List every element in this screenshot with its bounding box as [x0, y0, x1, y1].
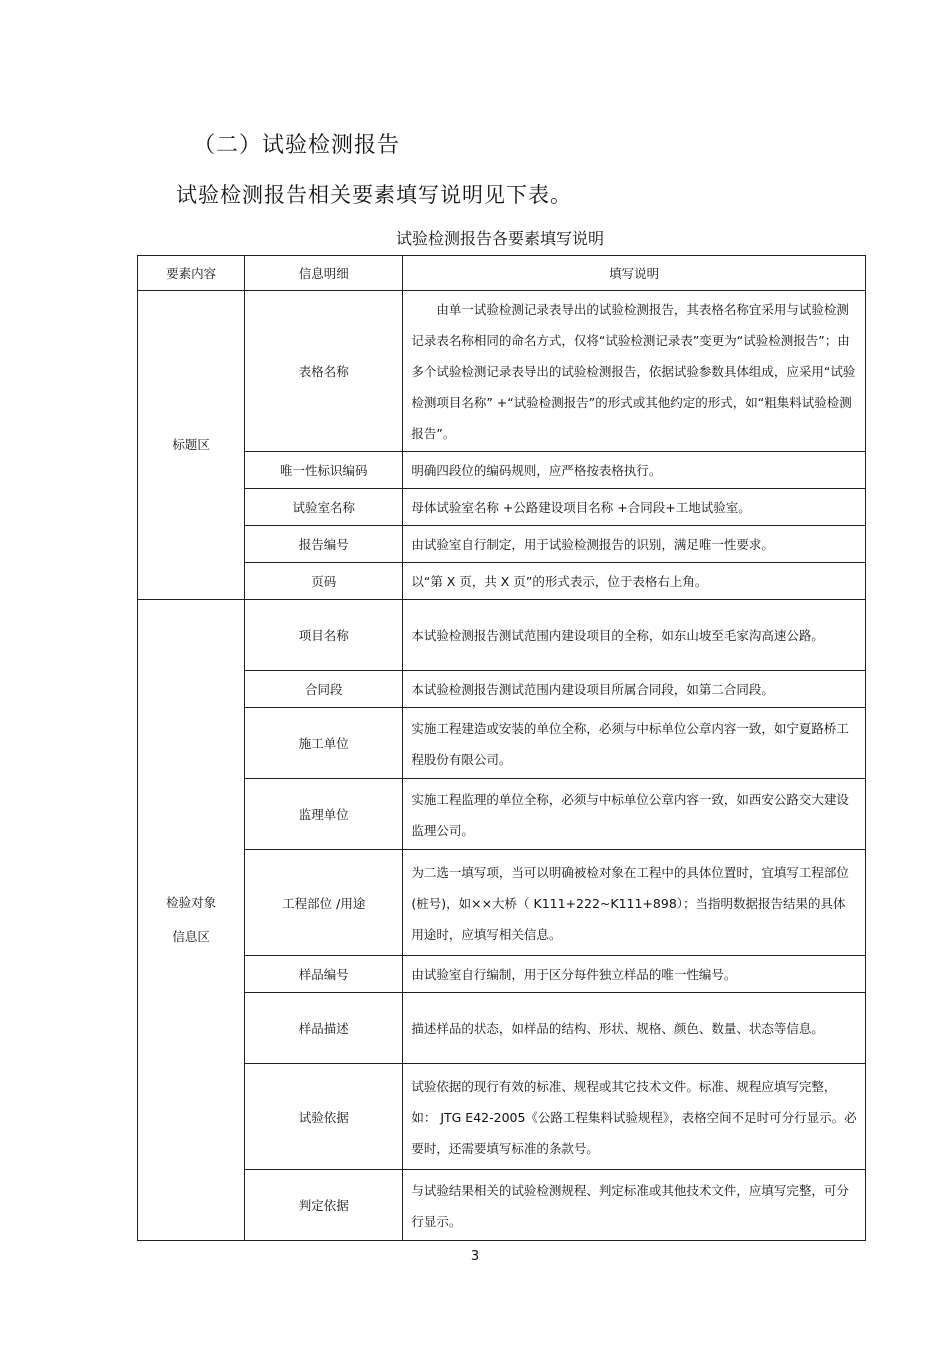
header-cell: 填写说明 [403, 256, 866, 291]
description-cell: 实施工程建造或安装的单位全称，必须与中标单位公章内容一致，如宁夏路桥工程股份有限公司。 [403, 708, 866, 779]
item-cell: 报告编号 [245, 526, 403, 563]
table-row [138, 1064, 866, 1170]
description-cell: 以“第 X 页，共 X 页”的形式表示，位于表格右上角。 [403, 563, 866, 600]
item-cell: 项目名称 [245, 600, 403, 671]
item-cell: 样品编号 [245, 956, 403, 993]
table-row [138, 993, 866, 1064]
table-row [138, 671, 866, 708]
description-cell: 明确四段位的编码规则，应严格按表格执行。 [403, 452, 866, 489]
description-cell: 本试验检测报告测试范围内建设项目的全称，如东山坡至毛家沟高速公路。 [403, 600, 866, 671]
item-cell: 表格名称 [245, 291, 403, 452]
item-cell: 唯一性标识编码 [245, 452, 403, 489]
item-cell: 试验依据 [245, 1064, 403, 1170]
description-cell: 由单一试验检测记录表导出的试验检测报告，其表格名称宜采用与试验检测记录表名称相同的命名方式，仅将“试验检测记录表”变更为“试验检测报告”；由多个试验检测记录表导出的试验检测报告，依据试验参数具体组成，应采用“试验检测项目名称” +“试验检测报告”的形式或其他约定的形式，如“粗集料试验检测报告”。 [403, 291, 866, 452]
page-number: 3 [470, 1249, 480, 1264]
table-caption: 试验检测报告各要素填写说明 [395, 229, 604, 248]
header-cell: 信息明细 [245, 256, 403, 291]
category-cell [138, 600, 245, 1241]
table-row [138, 956, 866, 993]
description-cell: 本试验检测报告测试范围内建设项目所属合同段，如第二合同段。 [403, 671, 866, 708]
description-cell: 由试验室自行编制，用于区分每件独立样品的唯一性编号。 [403, 956, 866, 993]
table-header-row [138, 256, 866, 291]
item-cell: 页码 [245, 563, 403, 600]
category-cell [138, 291, 245, 600]
spec-table [137, 255, 866, 1241]
item-cell: 施工单位 [245, 708, 403, 779]
item-cell: 试验室名称 [245, 489, 403, 526]
category-label: 检验对象 [166, 895, 217, 910]
header-cell: 要素内容 [138, 256, 245, 291]
table-row [138, 291, 866, 452]
table-row [138, 708, 866, 779]
item-cell: 工程部位 /用途 [245, 850, 403, 956]
table-row [138, 452, 866, 489]
description-cell: 由试验室自行制定，用于试验检测报告的识别，满足唯一性要求。 [403, 526, 866, 563]
item-cell: 合同段 [245, 671, 403, 708]
table-row [138, 779, 866, 850]
intro-text: 试验检测报告相关要素填写说明见下表。 [176, 183, 572, 207]
description-cell: 母体试验室名称 +公路建设项目名称 +合同段+工地试验室。 [403, 489, 866, 526]
item-cell: 样品描述 [245, 993, 403, 1064]
table-row [138, 1170, 866, 1241]
table-row [138, 563, 866, 600]
description-cell: 为二选一填写项，当可以明确被检对象在工程中的具体位置时，宜填写工程部位 (桩号)，如××大桥（ K111+222~K111+898）；当指明数据报告结果的具体用途时，应填写相关信息。 [403, 850, 866, 956]
category-label: 标题区 [172, 437, 210, 452]
table-row [138, 489, 866, 526]
table-row [138, 600, 866, 671]
table-row [138, 850, 866, 956]
category-label: 信息区 [172, 929, 210, 944]
section-heading: （二）试验检测报告 [193, 133, 401, 158]
description-cell: 与试验结果相关的试验检测规程、判定标准或其他技术文件，应填写完整，可分行显示。 [403, 1170, 866, 1241]
description-cell: 实施工程监理的单位全称，必须与中标单位公章内容一致，如西安公路交大建设监理公司。 [403, 779, 866, 850]
item-cell: 监理单位 [245, 779, 403, 850]
table-row [138, 526, 866, 563]
item-cell: 判定依据 [245, 1170, 403, 1241]
description-cell: 描述样品的状态，如样品的结构、形状、规格、颜色、数量、状态等信息。 [403, 993, 866, 1064]
description-cell: 试验依据的现行有效的标准、规程或其它技术文件。标准、规程应填写完整，如： JTG E42-2005《公路工程集料试验规程》，表格空间不足时可分行显示。必要时，还需要填写标准的条款号。 [403, 1064, 866, 1170]
